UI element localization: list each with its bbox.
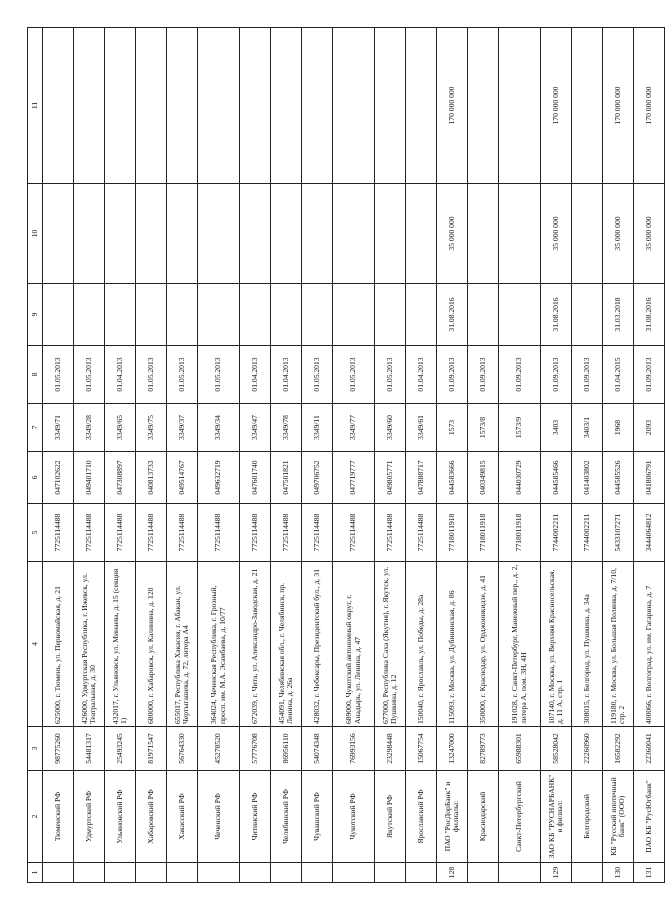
okpo-code-cell: 23298448 [375,727,406,771]
end-date-cell [468,284,499,346]
bank-name-cell: ЗАО КБ "РУСНАРБАНК" и филиал: [541,771,572,863]
reg-number-cell: 2093 [634,404,665,452]
table-row [240,28,271,883]
col-header-3: 3 [28,727,43,771]
start-date-cell: 01.05.2013 [43,346,74,404]
start-date-cell: 01.04.2013 [406,346,437,404]
okpo-code-cell: 56764330 [167,727,198,771]
inn-cell: 7718011918 [499,504,541,562]
amount-1-cell: 35 000 000 [437,184,468,284]
okpo-code-cell: 54074348 [302,727,333,771]
end-date-cell [572,284,603,346]
okpo-code-cell: 25493245 [105,727,136,771]
bik-cell: 044583666 [437,452,468,504]
table-row [302,28,333,883]
row-number-cell [136,863,167,883]
bank-name-cell: Краснодарский [468,771,499,863]
address-cell: 364024, Чеченская Республика, г. Грозный, просп. им. М.А. Эсамбаева, д. 10/77 [198,562,240,727]
end-date-cell [406,284,437,346]
start-date-cell: 01.09.2013 [572,346,603,404]
table-row [468,28,499,883]
address-cell: 625000, г. Тюмень, ул. Первомайская, д. 21 [43,562,74,727]
address-cell: 350000, г. Краснодар, ул. Орджоникидзе, д. 41 [468,562,499,727]
inn-cell: 7725114488 [406,504,437,562]
okpo-code-cell: 98775260 [43,727,74,771]
reg-number-cell: 3403/1 [572,404,603,452]
col-header-9: 9 [28,284,43,346]
col-header-11: 11 [28,28,43,184]
inn-cell: 7725114488 [136,504,167,562]
row-number-cell [406,863,437,883]
address-cell: 426000, Удмуртская Республика, г. Ижевск, ул. Театральная, д. 30 [74,562,105,727]
okpo-code-cell: 22260960 [572,727,603,771]
table-row [136,28,167,883]
bik-cell: 041403802 [572,452,603,504]
bik-cell: 047501821 [271,452,302,504]
bik-cell: 047308897 [105,452,136,504]
amount-2-cell [406,28,437,184]
start-date-cell: 01.09.2013 [437,346,468,404]
amount-2-cell [271,28,302,184]
okpo-code-cell: 81971547 [136,727,167,771]
rotated-table-container [27,68,653,883]
inn-cell: 7744002211 [572,504,603,562]
okpo-code-cell: 82789773 [468,727,499,771]
amount-2-cell: 170 000 000 [634,28,665,184]
row-number-cell [43,863,74,883]
address-cell: 677000, Республика Саха (Якутия), г. Якутск, ул. Пушкина, д. 12 [375,562,406,727]
amount-1-cell: 35 000 000 [603,184,634,284]
end-date-cell [198,284,240,346]
col-header-6: 6 [28,452,43,504]
bik-cell: 049401710 [74,452,105,504]
bank-name-cell: КБ "Русский ипотечный банк" (ООО) [603,771,634,863]
start-date-cell: 01.09.2013 [468,346,499,404]
reg-number-cell: 3349/61 [406,404,437,452]
row-number-cell [198,863,240,883]
amount-1-cell [499,184,541,284]
row-number-cell [240,863,271,883]
inn-cell: 7725114488 [333,504,375,562]
bik-cell: 040813733 [136,452,167,504]
start-date-cell: 01.04.2013 [271,346,302,404]
end-date-cell [302,284,333,346]
inn-cell: 7725114488 [302,504,333,562]
table-row [572,28,603,883]
bank-name-cell: Хабаровский РФ [136,771,167,863]
start-date-cell: 01.05.2013 [198,346,240,404]
reg-number-cell: 1573/8 [468,404,499,452]
bank-name-cell: Читинский РФ [240,771,271,863]
address-cell: 428032, г. Чебоксары, Президентский бул., д. 31 [302,562,333,727]
bank-name-cell: Чукотский РФ [333,771,375,863]
row-number-cell [167,863,198,883]
end-date-cell: 31.08.2016 [634,284,665,346]
end-date-cell [499,284,541,346]
address-cell: 689000, Чукотский автономный округ, г. Анадырь, ул. Ленина, д. 47 [333,562,375,727]
bank-name-cell: Чувашский РФ [302,771,333,863]
amount-2-cell [499,28,541,184]
address-cell: 308015, г. Белгород, ул. Пушкина, д. 34а [572,562,603,727]
address-cell: 655017, Республика Хакасия, г. Абакан, ул. Чертыгашева, д. 72, литера А4 [167,562,198,727]
bank-name-cell: Белгородский [572,771,603,863]
row-number-cell [302,863,333,883]
bik-cell: 047601740 [240,452,271,504]
inn-cell: 3444064812 [634,504,665,562]
amount-1-cell: 35 000 000 [634,184,665,284]
inn-cell: 7725114488 [240,504,271,562]
reg-number-cell: 3349/34 [198,404,240,452]
inn-cell: 5433107271 [603,504,634,562]
end-date-cell: 31.03.2018 [603,284,634,346]
inn-cell: 7718011918 [437,504,468,562]
inn-cell: 7725114488 [105,504,136,562]
start-date-cell: 01.05.2013 [333,346,375,404]
bank-name-cell: Тюменский РФ [43,771,74,863]
col-header-5: 5 [28,504,43,562]
okpo-code-cell: 22360041 [634,727,665,771]
start-date-cell: 01.09.2013 [499,346,541,404]
reg-number-cell: 3403 [541,404,572,452]
address-cell: 400066, г. Волгоград, ул. им. Гагарина, д. 7 [634,562,665,727]
start-date-cell: 01.05.2013 [74,346,105,404]
bik-cell: 049706752 [302,452,333,504]
bik-cell: 049805771 [375,452,406,504]
inn-cell: 7725114488 [198,504,240,562]
table-row [375,28,406,883]
bank-name-cell: Ярославский РФ [406,771,437,863]
bank-name-cell: ПАО "РосДорБанк" и филиалы: [437,771,468,863]
amount-2-cell [167,28,198,184]
amount-1-cell [302,184,333,284]
amount-2-cell [136,28,167,184]
table-row [167,28,198,883]
bank-name-cell: Челябинский РФ [271,771,302,863]
start-date-cell: 01.05.2013 [375,346,406,404]
end-date-cell [240,284,271,346]
reg-number-cell: 3349/11 [302,404,333,452]
end-date-cell [136,284,167,346]
reg-number-cell: 3349/60 [375,404,406,452]
amount-1-cell [406,184,437,284]
start-date-cell: 01.04.2013 [105,346,136,404]
row-number-cell [468,863,499,883]
inn-cell: 7744002211 [541,504,572,562]
inn-cell: 7718011918 [468,504,499,562]
address-cell: 672039, г. Чита, ул. Александро-Заводская, д. 21 [240,562,271,727]
row-number-cell: 130 [603,863,634,883]
bik-cell: 044585526 [603,452,634,504]
inn-cell: 7725114488 [375,504,406,562]
okpo-code-cell: 58528042 [541,727,572,771]
end-date-cell [271,284,302,346]
bank-name-cell: Хакасский РФ [167,771,198,863]
inn-cell: 7725114488 [167,504,198,562]
amount-1-cell [240,184,271,284]
end-date-cell: 31.08.2016 [541,284,572,346]
table-row [603,28,634,883]
address-cell: 432017, г. Ульяновск, ул. Минаева, д. 15 (секция 1) [105,562,136,727]
bank-name-cell: Якутский РФ [375,771,406,863]
col-header-2: 2 [28,771,43,863]
amount-1-cell: 35 000 000 [541,184,572,284]
end-date-cell [167,284,198,346]
table-row [406,28,437,883]
address-cell: 454091, Челябинская обл., г. Челябинск, пр. Ленина, д. 26а [271,562,302,727]
row-number-cell [333,863,375,883]
okpo-code-cell: 86956110 [271,727,302,771]
bik-cell: 044585466 [541,452,572,504]
amount-1-cell [43,184,74,284]
okpo-code-cell: 13247000 [437,727,468,771]
amount-1-cell [271,184,302,284]
address-cell: 115093, г. Москва, ул. Дубининская, д. 86 [437,562,468,727]
amount-2-cell [43,28,74,184]
bank-name-cell: Удмуртский РФ [74,771,105,863]
amount-1-cell [468,184,499,284]
table-row [437,28,468,883]
reg-number-cell: 1968 [603,404,634,452]
address-cell: 150040, г. Ярославль, ул. Победы, д. 28а [406,562,437,727]
row-number-cell [74,863,105,883]
okpo-code-cell: 16582292 [603,727,634,771]
reg-number-cell: 3349/71 [43,404,74,452]
amount-2-cell: 170 000 000 [603,28,634,184]
end-date-cell: 31.08.2016 [437,284,468,346]
table-row [105,28,136,883]
amount-2-cell [198,28,240,184]
row-number-cell [499,863,541,883]
start-date-cell: 01.05.2013 [167,346,198,404]
col-header-8: 8 [28,346,43,404]
bik-cell: 047719777 [333,452,375,504]
start-date-cell: 01.05.2013 [136,346,167,404]
amount-2-cell [105,28,136,184]
table-row [333,28,375,883]
col-header-1: 1 [28,863,43,883]
okpo-code-cell: 76993156 [333,727,375,771]
banks-table [27,27,665,883]
table-row [634,28,665,883]
amount-1-cell [105,184,136,284]
row-number-cell: 131 [634,863,665,883]
end-date-cell [375,284,406,346]
start-date-cell: 01.09.2013 [634,346,665,404]
reg-number-cell: 1573 [437,404,468,452]
amount-2-cell [572,28,603,184]
row-number-cell [271,863,302,883]
reg-number-cell: 1573/9 [499,404,541,452]
amount-2-cell [302,28,333,184]
reg-number-cell: 3349/65 [105,404,136,452]
bank-name-cell: Чеченский РФ [198,771,240,863]
row-number-cell [375,863,406,883]
inn-cell: 7725114488 [43,504,74,562]
amount-2-cell [468,28,499,184]
table-row [541,28,572,883]
reg-number-cell: 3349/37 [167,404,198,452]
amount-1-cell [333,184,375,284]
amount-1-cell [74,184,105,284]
okpo-code-cell: 57776708 [240,727,271,771]
table-row [499,28,541,883]
address-cell: 119180, г. Москва, ул. Большая Полянка, д. 7/10, стр. 2 [603,562,634,727]
header-row [28,28,43,883]
start-date-cell: 01.04.2015 [603,346,634,404]
bik-cell: 047102622 [43,452,74,504]
end-date-cell [333,284,375,346]
table-body [43,28,665,883]
amount-1-cell [136,184,167,284]
bik-cell: 047888717 [406,452,437,504]
amount-2-cell: 170 000 000 [541,28,572,184]
amount-1-cell [572,184,603,284]
start-date-cell: 01.04.2013 [240,346,271,404]
col-header-7: 7 [28,404,43,452]
address-cell: 680000, г. Хабаровск, ул. Калинина, д. 120 [136,562,167,727]
start-date-cell: 01.09.2013 [541,346,572,404]
amount-2-cell [74,28,105,184]
amount-1-cell [167,184,198,284]
end-date-cell [74,284,105,346]
col-header-4: 4 [28,562,43,727]
col-header-10: 10 [28,184,43,284]
bik-cell: 040349815 [468,452,499,504]
bik-cell: 049632719 [198,452,240,504]
amount-2-cell [333,28,375,184]
bank-name-cell: Ульяновский РФ [105,771,136,863]
table-row [74,28,105,883]
amount-2-cell [375,28,406,184]
reg-number-cell: 3349/28 [74,404,105,452]
reg-number-cell: 3349/78 [271,404,302,452]
inn-cell: 7725114488 [271,504,302,562]
okpo-code-cell: 65988301 [499,727,541,771]
row-number-cell [572,863,603,883]
row-number-cell [105,863,136,883]
bik-cell: 044030729 [499,452,541,504]
start-date-cell: 01.05.2013 [302,346,333,404]
reg-number-cell: 3349/75 [136,404,167,452]
bik-cell: 049514767 [167,452,198,504]
inn-cell: 7725114488 [74,504,105,562]
okpo-code-cell: 45278520 [198,727,240,771]
amount-2-cell: 170 000 000 [437,28,468,184]
address-cell: 191028, г. Санкт-Петербург, Манежный пер., д. 2, литера А, пом. 3Н, 4Н [499,562,541,727]
reg-number-cell: 3349/77 [333,404,375,452]
address-cell: 107140, г. Москва, ул. Верхняя Красносельская, д. 11 А, стр. 1 [541,562,572,727]
row-number-cell: 129 [541,863,572,883]
amount-1-cell [375,184,406,284]
end-date-cell [43,284,74,346]
okpo-code-cell: 54481317 [74,727,105,771]
amount-2-cell [240,28,271,184]
table-row [198,28,240,883]
table-row [271,28,302,883]
table-row [43,28,74,883]
bank-name-cell: ПАО КБ "РусЮгбанк" [634,771,665,863]
okpo-code-cell: 15067754 [406,727,437,771]
row-number-cell: 128 [437,863,468,883]
bank-name-cell: Санкт-Петербургский [499,771,541,863]
reg-number-cell: 3349/47 [240,404,271,452]
amount-1-cell [198,184,240,284]
end-date-cell [105,284,136,346]
bik-cell: 041806791 [634,452,665,504]
